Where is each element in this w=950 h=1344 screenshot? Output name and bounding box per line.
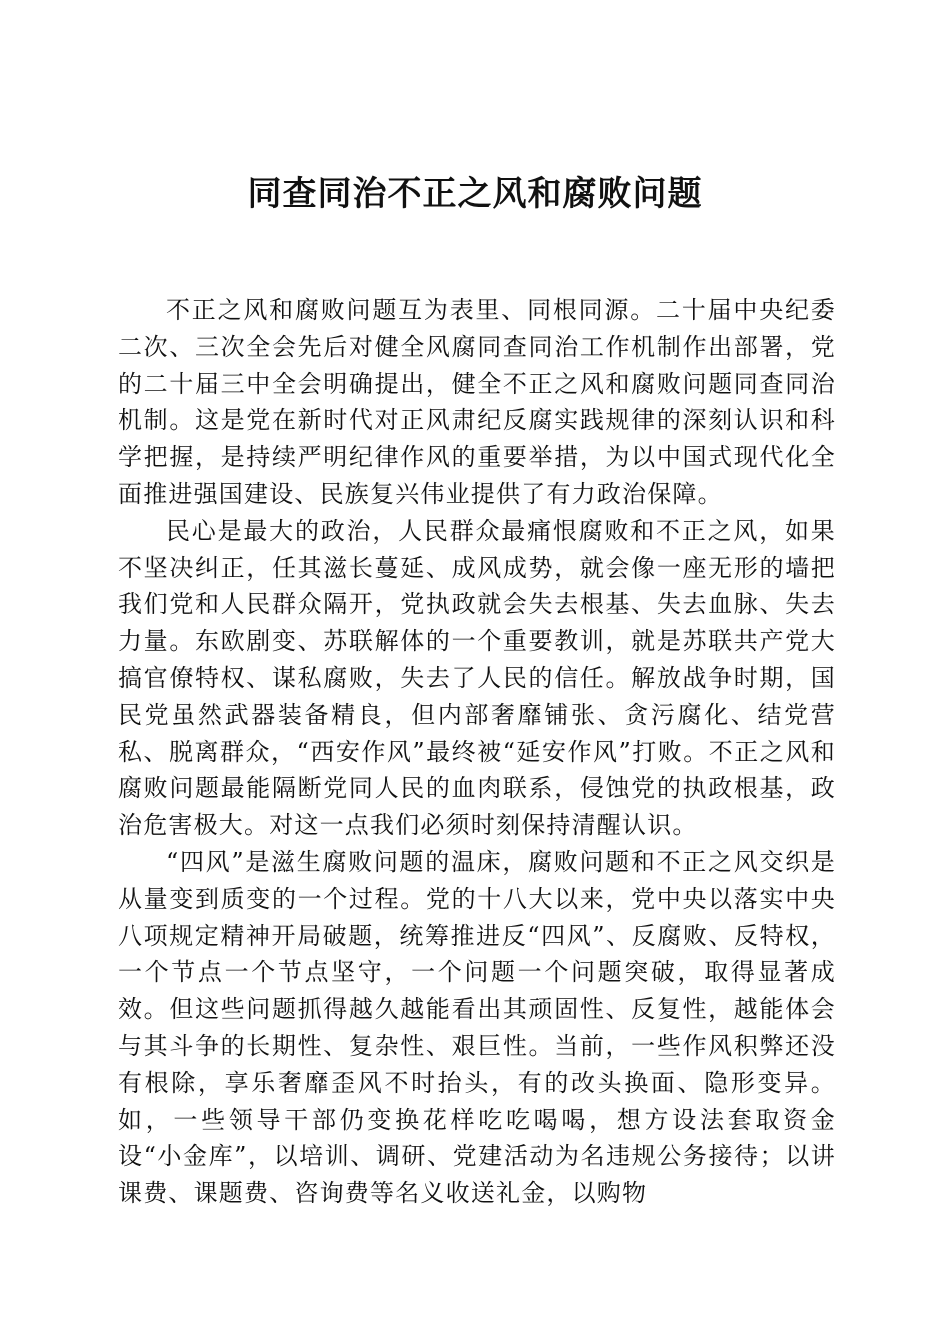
document-title: 同查同治不正之风和腐败问题 (247, 174, 703, 214)
paragraph: 不正之风和腐败问题互为表里、同根同源。二十届中央纪委二次、三次全会先后对健全风腐同查同治工作机制作出部署，党的二十届三中全会明确提出，健全不正之风和腐败问题同查同治机制。这是党在新时代对正风肃纪反腐实践规律的深刻认识和科学把握，是持续严明纪律作风的重要举措，为以中国式现代化全面推进强国建设、民族复兴伟业提供了有力政治保障。 (118, 296, 836, 508)
document-body (118, 292, 836, 1212)
paragraph: 民心是最大的政治，人民群众最痛恨腐败和不正之风，如果不坚决纠正，任其滋长蔓延、成风成势，就会像一座无形的墙把我们党和人民群众隔开，党执政就会失去根基、失去血脉、失去力量。东欧剧变、苏联解体的一个重要教训，就是苏联共产党大搞官僚特权、谋私腐败，失去了人民的信任。解放战争时期，国民党虽然武器装备精良，但内部奢靡铺张、贪污腐化、结党营私、脱离群众，“西安作风”最终被“延安作风”打败。不正之风和腐败问题最能隔断党同人民的血肉联系，侵蚀党的执政根基，政治危害极大。对这一点我们必须时刻保持清醒认识。 (118, 516, 836, 840)
paragraph: “四风”是滋生腐败问题的温床，腐败问题和不正之风交织是从量变到质变的一个过程。党的十八大以来，党中央以落实中央八项规定精神开局破题，统筹推进反“四风”、反腐败、反特权，一个节点一个节点坚守，一个问题一个问题突破，取得显著成效。但这些问题抓得越久越能看出其顽固性、反复性，越能体会与其斗争的长期性、复杂性、艰巨性。当前，一些作风积弊还没有根除，享乐奢靡歪风不时抬头，有的改头换面、隐形变异。如，一些领导干部仍变换花样吃吃喝喝，想方设法套取资金设“小金库”，以培训、调研、党建活动为名违规公务接待；以讲课费、课题费、咨询费等名义收送礼金，以购物 (118, 847, 836, 1208)
